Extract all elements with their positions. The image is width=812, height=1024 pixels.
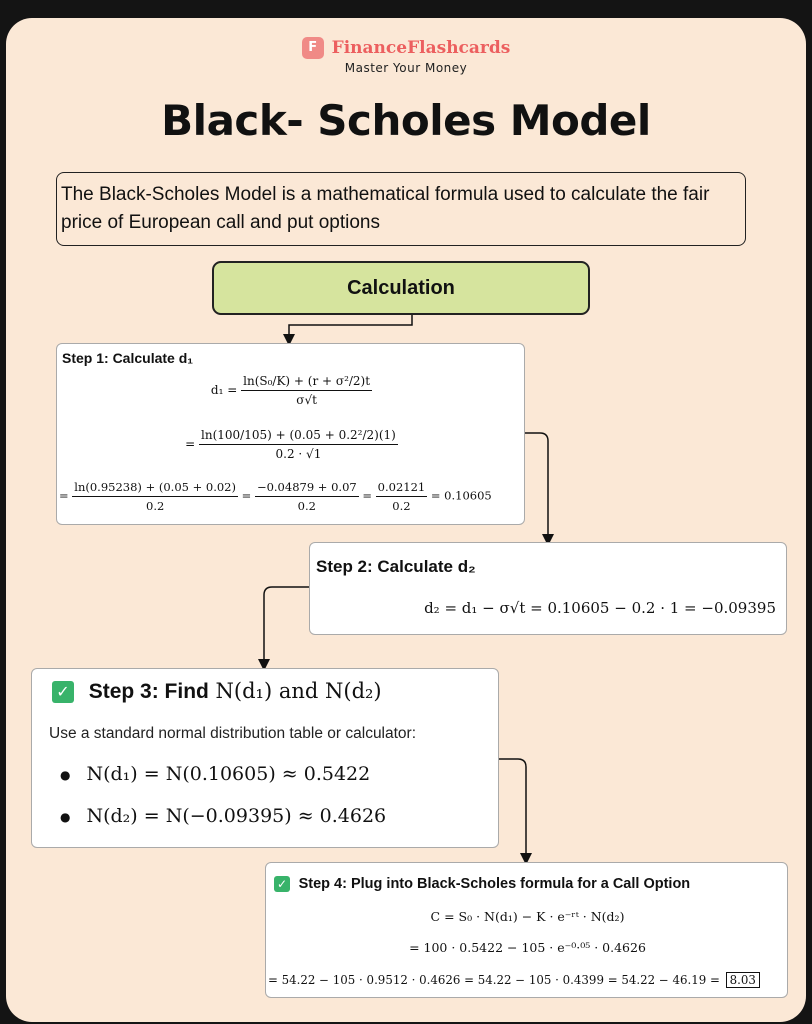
step2-eq: d₂ = d₁ − σ√t = 0.10605 − 0.2 · 1 = −0.09395	[424, 599, 776, 617]
step1-eq2: = $\frac{\text{ln(100/105) + (0.05 + 0.2²/2)(1)}}{0.2 \cdot √1}$	[185, 428, 396, 461]
step3-label-math: N(d₁) and N(d₂)	[215, 679, 382, 703]
arrow-step2-to-step3	[264, 587, 309, 665]
arrow-step3-to-step4	[498, 759, 526, 859]
arrow-calc-to-step1	[289, 315, 412, 340]
step4-box	[265, 862, 788, 998]
check-icon: ✓	[274, 876, 290, 892]
step3-intro: Use a standard normal distribution table or calculator:	[49, 725, 417, 742]
step1-eq3-f2-num: −0.04879 + 0.07	[255, 480, 359, 497]
step4-label: Step 4: Plug into Black-Scholes formula for a Call Option	[298, 876, 691, 892]
arrow-step1-to-step2	[524, 433, 548, 540]
brand-tagline: Master Your Money	[344, 60, 468, 75]
step1-eq3-f1-num: ln(0.95238) + (0.05 + 0.02)	[72, 480, 238, 497]
step1-eq3-f3-den: 0.2	[392, 499, 411, 513]
step1-eq2-num: ln(100/105) + (0.05 + 0.2²/2)(1)	[199, 428, 398, 445]
step4-eq1: C = S₀ · N(d₁) − K · e⁻ʳᵗ · N(d₂)	[430, 909, 625, 924]
step1-eq1	[57, 374, 526, 407]
step3-bullet-1: ● N(d₁) = N(0.10605) ≈ 0.5422	[60, 763, 371, 785]
step4-result: 8.03	[726, 972, 760, 988]
step1-eq2-den: 0.2 · √1	[275, 447, 322, 461]
step4-eq3: = 54.22 − 105 · 0.9512 · 0.4626 = 54.22 − 105 · 0.4399 = 54.22 − 46.19 = 8.03	[268, 973, 760, 987]
step1-eq3: = $\frac{\ln(0.95238) + (0.05 + 0.02)}{0.2}$ = $\frac{-0.04879 + 0.07}{0.2}$ = $\frac{0.02121}{0.2}$ = 0.10605	[59, 480, 492, 513]
step4-heading	[274, 876, 690, 892]
step1-eq1-den: σ√t	[296, 393, 317, 407]
step1-eq3-f2-den: 0.2	[297, 499, 316, 513]
step3-box	[31, 668, 499, 848]
step1-eq3-result: = 0.10605	[430, 488, 492, 503]
step3-bullet-2: ● N(d₂) = N(−0.09395) ≈ 0.4626	[60, 805, 387, 827]
calculation-header: Calculation	[212, 261, 590, 315]
step1-eq1-lhs: d₁ =	[210, 383, 238, 397]
step3-label: Step 3: Find	[88, 680, 209, 703]
step1-eq1-num: ln(S₀/K) + (r + σ²/2)t	[241, 374, 372, 391]
brand-name: FinanceFlashcards	[331, 37, 511, 58]
step3-heading	[52, 679, 382, 704]
step1-eq3-f1-den: 0.2	[146, 499, 165, 513]
check-icon: ✓	[52, 681, 74, 703]
step1-label: Step 1: Calculate d₁	[62, 350, 194, 366]
intro-text: The Black-Scholes Model is a mathematical formula used to calculate the fair price of European call and put options	[56, 172, 746, 246]
step1-eq3-f3-num: 0.02121	[376, 480, 428, 497]
page-title: Black- Scholes Model	[161, 96, 651, 145]
brand-logo-icon: F	[302, 37, 324, 59]
step4-eq2: = 100 · 0.5422 − 105 · e⁻⁰·⁰⁵ · 0.4626	[409, 940, 646, 955]
step2-label: Step 2: Calculate d₂	[316, 557, 476, 576]
step2-box	[309, 542, 787, 635]
step1-box	[56, 343, 525, 525]
